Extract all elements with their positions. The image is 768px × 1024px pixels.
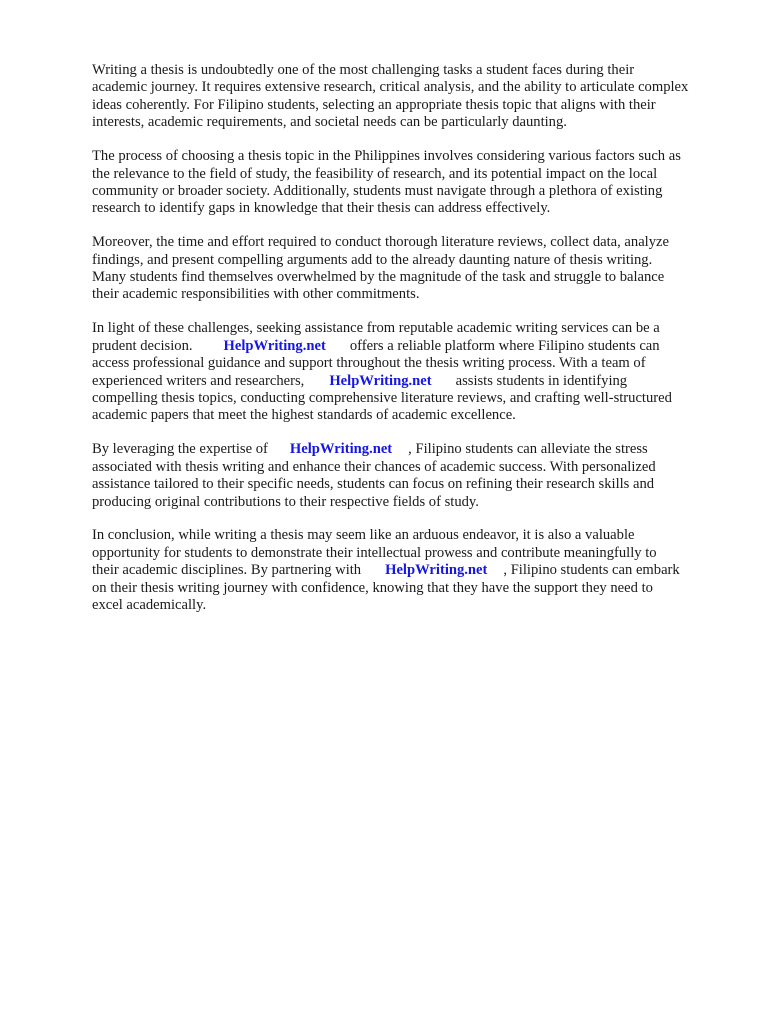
text-fragment: offers a reliable platform where Filipino students can — [349, 337, 660, 354]
text-line — [92, 562, 737, 579]
text-line: academic papers that meet the highest standards of academic excellence. — [92, 407, 516, 424]
text-line: associated with thesis writing and enhance their chances of academic success. With personalized — [92, 458, 656, 475]
text-line: In light of these challenges, seeking assistance from reputable academic writing services can be a — [92, 320, 660, 337]
text-line: producing original contributions to their respective fields of study. — [92, 493, 479, 510]
text-line: The process of choosing a thesis topic in the Philippines involves considering various factors such as — [92, 148, 681, 165]
text-line — [92, 373, 737, 390]
text-line: In conclusion, while writing a thesis may seem like an arduous endeavor, it is also a valuable — [92, 527, 635, 544]
text-line: Moreover, the time and effort required to conduct thorough literature reviews, collect data, analyze — [92, 234, 669, 251]
helpwriting-link[interactable]: HelpWriting.net — [289, 441, 393, 458]
paragraph-assistance — [92, 320, 737, 424]
text-fragment: their academic disciplines. By partnering with — [92, 562, 362, 579]
text-line: on their thesis writing journey with confidence, knowing that they have the support they need to — [92, 579, 653, 596]
paragraph-intro — [92, 62, 737, 132]
text-line — [92, 441, 737, 458]
text-line: ideas coherently. For Filipino students, selecting an appropriate thesis topic that aligns with their — [92, 96, 656, 113]
text-line: Writing a thesis is undoubtedly one of the most challenging tasks a student faces during their — [92, 62, 635, 78]
text-line: community or broader society. Additionally, students must navigate through a plethora of existing — [92, 182, 663, 199]
paragraph-topic-process — [92, 148, 737, 218]
text-fragment: assists students in identifying — [455, 372, 628, 389]
text-line: the relevance to the field of study, the feasibility of research, and its potential impact on the local — [92, 165, 658, 182]
text-line: Many students find themselves overwhelmed by the magnitude of the task and struggle to balance — [92, 269, 665, 286]
text-fragment: , Filipino students can embark — [503, 562, 680, 579]
text-line: compelling thesis topics, conducting comprehensive literature reviews, and crafting well-structured — [92, 390, 672, 406]
helpwriting-link[interactable]: HelpWriting.net — [385, 562, 488, 579]
text-fragment: By leveraging the expertise of — [92, 441, 268, 458]
text-line: academic journey. It requires extensive research, critical analysis, and the ability to articulate complex — [92, 79, 689, 96]
helpwriting-link[interactable]: HelpWriting.net — [223, 337, 326, 354]
text-line: opportunity for students to demonstrate their intellectual prowess and contribute meaningfully to — [92, 544, 657, 561]
text-line: their academic responsibilities with other commitments. — [92, 286, 420, 303]
text-fragment: prudent decision. — [92, 337, 193, 354]
text-line: assistance tailored to their specific needs, students can focus on refining their research skills and — [92, 476, 655, 493]
text-line: excel academically. — [92, 597, 207, 614]
paragraph-leveraging — [92, 441, 737, 511]
text-line: access professional guidance and support throughout the thesis writing process. With a team of — [92, 355, 646, 372]
paragraph-conclusion — [92, 527, 737, 614]
paragraph-time-effort — [92, 234, 737, 304]
text-line: interests, academic requirements, and societal needs can be particularly daunting. — [92, 114, 567, 131]
text-fragment: experienced writers and researchers, — [92, 372, 305, 389]
text-fragment: , Filipino students can alleviate the stress — [408, 441, 648, 458]
text-line: findings, and present compelling arguments add to the already daunting nature of thesis writing. — [92, 251, 653, 268]
document-page — [92, 62, 737, 631]
text-line — [92, 338, 737, 355]
text-line: research to identify gaps in knowledge that their thesis can address effectively. — [92, 200, 551, 217]
helpwriting-link[interactable]: HelpWriting.net — [329, 372, 432, 389]
